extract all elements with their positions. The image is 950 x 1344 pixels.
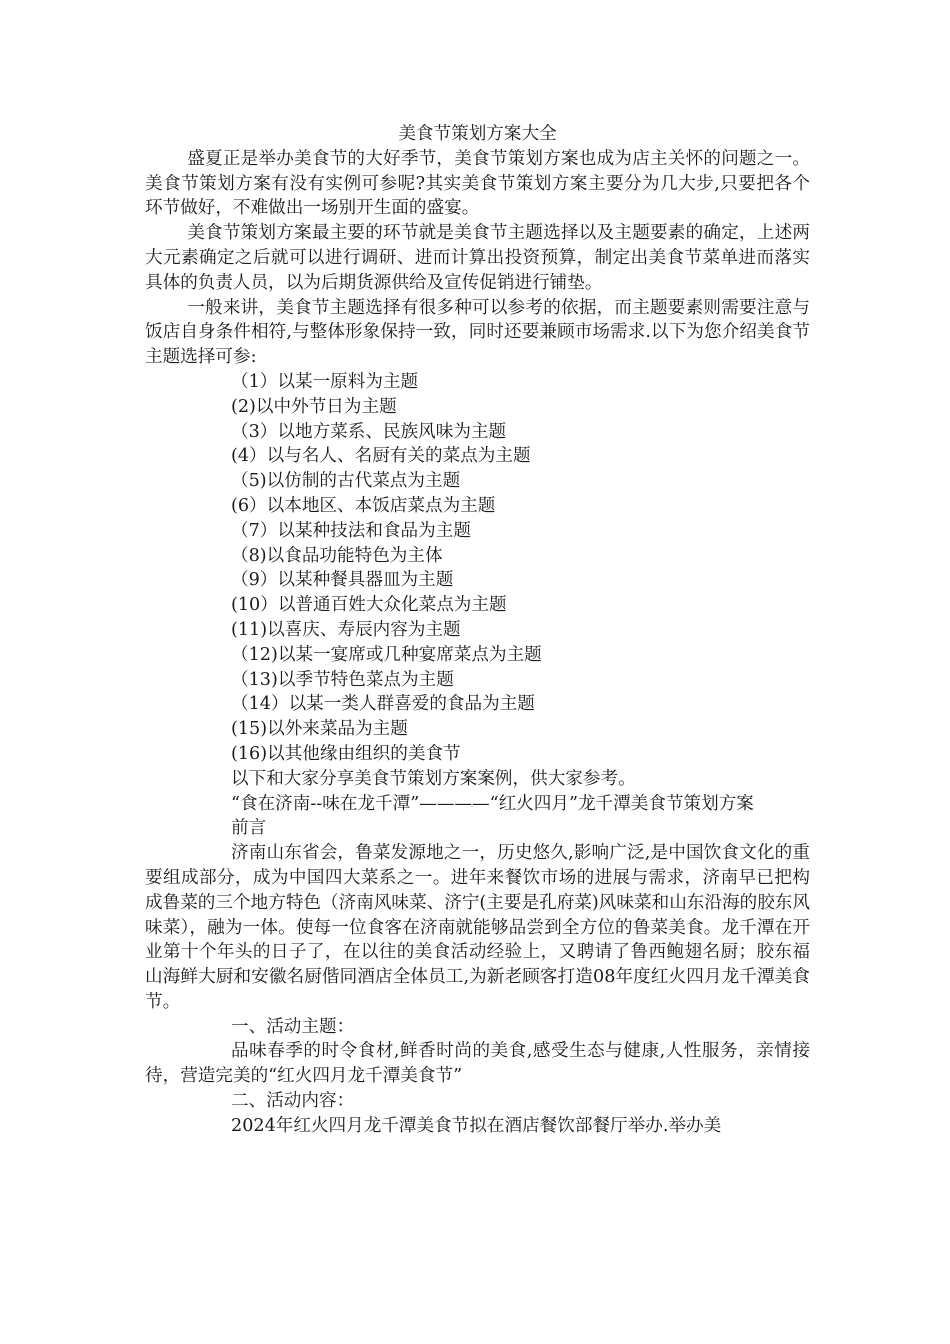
intro-paragraph: 美食节策划方案最主要的环节就是美食节主题选择以及主题要素的确定，上述两大元素确定之后就可以进行调研、进而计算出投资预算，制定出美食节菜单进而落实具体的负责人员，以为后期货源供给及宣传促销进行铺垫。: [145, 223, 810, 293]
document-title: 美食节策划方案大全: [398, 124, 557, 144]
theme-list-item: （1）以某一原料为主题: [231, 371, 419, 392]
theme-list-item: （14）以某一类人群喜爱的食品为主题: [231, 694, 535, 715]
theme-list-item: （9）以某种餐具器皿为主题: [231, 570, 454, 591]
theme-list-item: (15)以外来菜品为主题: [231, 719, 408, 740]
section2-text: 2024年红火四月龙千潭美食节拟在酒店餐饮部餐厅举办.举办美: [231, 1115, 722, 1136]
theme-list-item: （7）以某种技法和食品为主题: [231, 520, 471, 541]
theme-list-item: (16)以其他缘由组织的美食节: [231, 743, 461, 764]
case-title: “食在济南--味在龙千潭”————“红火四月”龙千潭美食节策划方案: [231, 793, 754, 814]
preface-text: 济南山东省会，鲁菜发源地之一，历史悠久,影响广泛,是中国饮食文化的重要组成部分，成为中国四大菜系之一。进年来餐饮市场的进展与需求，济南早已把构成鲁菜的三个地方特色（济南风味菜、济宁(主要是孔府菜)风味菜和山东沿海的胶东风味菜），融为一体。使每一位食客在济南就能够品尝到全方位的鲁菜美食。龙千潭在开业第十个年头的日子了，在以往的美食活动经验上，又聘请了鲁西鲍翅名厨；胶东福山海鲜大厨和安徽名厨偕同酒店全体员工,为新老顾客打造08年度红火四月龙千潭美食节。: [145, 843, 810, 1012]
section1-text: 品味春季的时令食材,鲜香时尚的美食,感受生态与健康,人性服务，亲情接待，营造完美的“红火四月龙千潭美食节”: [145, 1041, 810, 1087]
intro-paragraph: 一般来讲，美食节主题选择有很多种可以参考的依据，而主题要素则需要注意与饭店自身条件相符,与整体形象保持一致，同时还要兼顾市场需求.以下为您介绍美食节主题选择可参:: [145, 297, 810, 368]
section2-heading: 二、活动内容：: [231, 1091, 355, 1112]
theme-list-item: （12)以某一宴席或几种宴席菜点为主题: [231, 644, 542, 665]
share-line: 以下和大家分享美食节策划方案案例，供大家参考。: [231, 768, 636, 789]
section1-heading: 一、活动主题：: [231, 1016, 355, 1037]
theme-list-item: (4）以与名人、名厨有关的菜点为主题: [231, 446, 531, 467]
theme-list-item: (2)以中外节日为主题: [231, 396, 397, 417]
theme-list-item: (11)以喜庆、寿辰内容为主题: [231, 619, 461, 640]
theme-list-item: （3）以地方菜系、民族风味为主题: [231, 421, 507, 442]
theme-list-item: （5)以仿制的古代菜点为主题: [231, 471, 461, 492]
preface-heading: 前言: [231, 818, 267, 839]
theme-list-item: （13)以季节特色菜点为主题: [231, 669, 454, 690]
document-page: [145, 122, 810, 1139]
theme-list-item: (10）以普通百姓大众化菜点为主题: [231, 595, 507, 616]
theme-list-item: （8)以食品功能特色为主体: [231, 545, 443, 566]
intro-paragraph: 盛夏正是举办美食节的大好季节，美食节策划方案也成为店主关怀的问题之一。美食节策划方案有没有实例可参呢?其实美食节策划方案主要分为几大步,只要把各个环节做好，不难做出一场别开生面的盛宴。: [145, 148, 810, 219]
theme-list: [145, 370, 810, 767]
theme-list-item: (6）以本地区、本饭店菜点为主题: [231, 495, 496, 516]
